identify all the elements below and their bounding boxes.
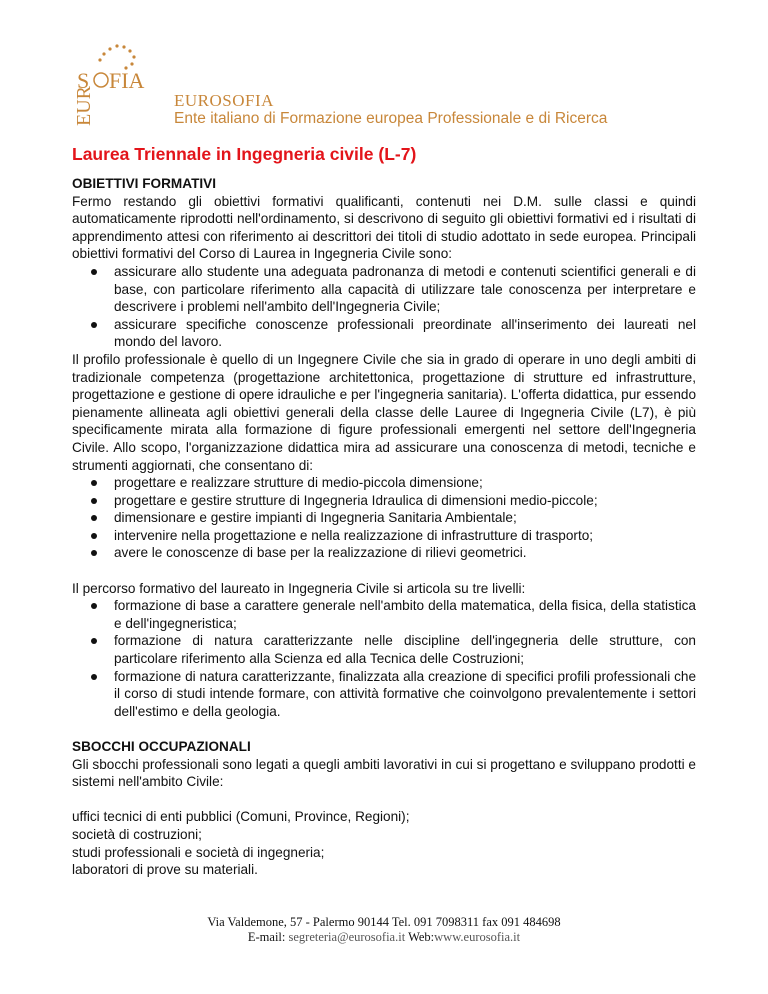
eurosofia-logo — [72, 38, 172, 130]
footer-address: Via Valdemone, 57 - Palermo 90144 Tel. 091 7098311 fax 091 484698 — [207, 915, 561, 929]
list-item: assicurare allo studente una adeguata padronanza di metodi e contenuti scientifici generali e di base, con particolare riferimento alla capacità di utilizzare tale conoscenza per interpretare e descrivere i problemi nell'ambito dell'Ingegneria Civile; — [114, 263, 696, 315]
list-item: avere le conoscenze di base per la realizzazione di rilievi geometrici. — [114, 544, 696, 562]
list-item: formazione di natura caratterizzante, finalizzata alla creazione di specifici profili professionali che il corso di studi intende formare, con attività formative che coinvolgono prevalentemente i settori dell'estimo e della geologia. — [114, 668, 696, 719]
objectives-list — [72, 263, 696, 351]
list-item: formazione di base a carattere generale nell'ambito della matematica, della fisica, della statistica e dell'ingegneristica; — [114, 598, 696, 631]
levels-list — [72, 597, 696, 720]
list-item: formazione di natura caratterizzante nelle discipline dell'ingegneria delle strutture, con particolare riferimento alla Scienza ed alla Tecnica delle Costruzioni; — [114, 633, 696, 667]
paragraph-profile: Il profilo professionale è quello di un Ingegnere Civile che sia in grado di operare in uno degli ambiti di tradizionale competenza (progettazione architettonica, progettazione di strutture ed infrastrutture, progettazione e gestione di opere idrauliche e per l'ingegneria sanitaria). L'offerta didattica, pur essendo pienamente allineata agli obiettivi generali della classe delle Lauree di Ingegneria Civile (L7), è più specificamente mirata alla formazione di figure professionali emergenti nel settore dell'Ingegneria Civile. Allo scopo, l'organizzazione didattica mira ad assicurare una conoscenza di metodi, tecniche e strumenti aggiornati, che consentano di: — [72, 351, 696, 473]
job-line: società di costruzioni; — [72, 826, 202, 842]
job-line: laboratori di prove su materiali. — [72, 862, 258, 878]
job-line: uffici tecnici di enti pubblici (Comuni, Province, Regioni); — [72, 809, 410, 825]
email-link[interactable]: segreteria@eurosofia.it — [288, 930, 406, 944]
letterhead — [72, 38, 692, 138]
email-label: E-mail: — [247, 930, 289, 944]
svg-text:EUR: EUR — [73, 86, 95, 126]
paragraph-sbocchi-intro: Gli sbocchi professionali sono legati a quegli ambiti lavorativi in cui si progettano e sviluppano prodotti e sistemi nell'ambito Civile: — [72, 756, 696, 790]
document-title: Laurea Triennale in Ingegneria civile (L-7) — [72, 144, 417, 164]
organization-name: EUROSOFIA — [174, 91, 274, 110]
paragraph-intro: Fermo restando gli obiettivi formativi qualificanti, contenuti nei D.M. sulle classi e quindi automaticamente riprodotti nell'ordinamento, si descrivono di seguito gli obiettivi formativi ed i risultati di apprendimento attesi con riferimento ai descrittori dei titoli di studio adottato in sede europea. Principali obiettivi formativi del Corso di Laurea in Ingegneria Civile sono: — [72, 193, 696, 262]
document-body — [72, 143, 696, 879]
section-heading-obiettivi: OBIETTIVI FORMATIVI — [72, 176, 216, 191]
list-item: dimensionare e gestire impianti di Ingegneria Sanitaria Ambientale; — [114, 509, 696, 527]
organization-subtitle: Ente italiano di Formazione europea Professionale e di Ricerca — [174, 110, 608, 127]
svg-text:FIA: FIA — [109, 68, 145, 93]
organization-block — [174, 92, 607, 128]
list-item: assicurare specifiche conoscenze professionali preordinate all'inserimento dei laureati nel mondo del lavoro. — [114, 316, 696, 350]
paragraph-path: Il percorso formativo del laureato in Ingegneria Civile si articola su tre livelli: — [72, 580, 526, 596]
list-item: progettare e realizzare strutture di medio-piccola dimensione; — [114, 474, 696, 492]
list-item: intervenire nella progettazione e nella realizzazione di infrastrutture di trasporto; — [114, 527, 696, 545]
web-link[interactable]: www.eurosofia.it — [434, 930, 521, 944]
job-line: studi professionali e società di ingegneria; — [72, 844, 325, 860]
list-item: progettare e gestire strutture di Ingegneria Idraulica di dimensioni medio-piccole; — [114, 492, 696, 510]
svg-text:S: S — [77, 68, 90, 93]
skills-list — [72, 474, 696, 562]
footer-contacts — [0, 930, 768, 945]
footer — [0, 915, 768, 945]
web-label: Web: — [405, 930, 435, 944]
section-heading-sbocchi: SBOCCHI OCCUPAZIONALI — [72, 739, 251, 754]
